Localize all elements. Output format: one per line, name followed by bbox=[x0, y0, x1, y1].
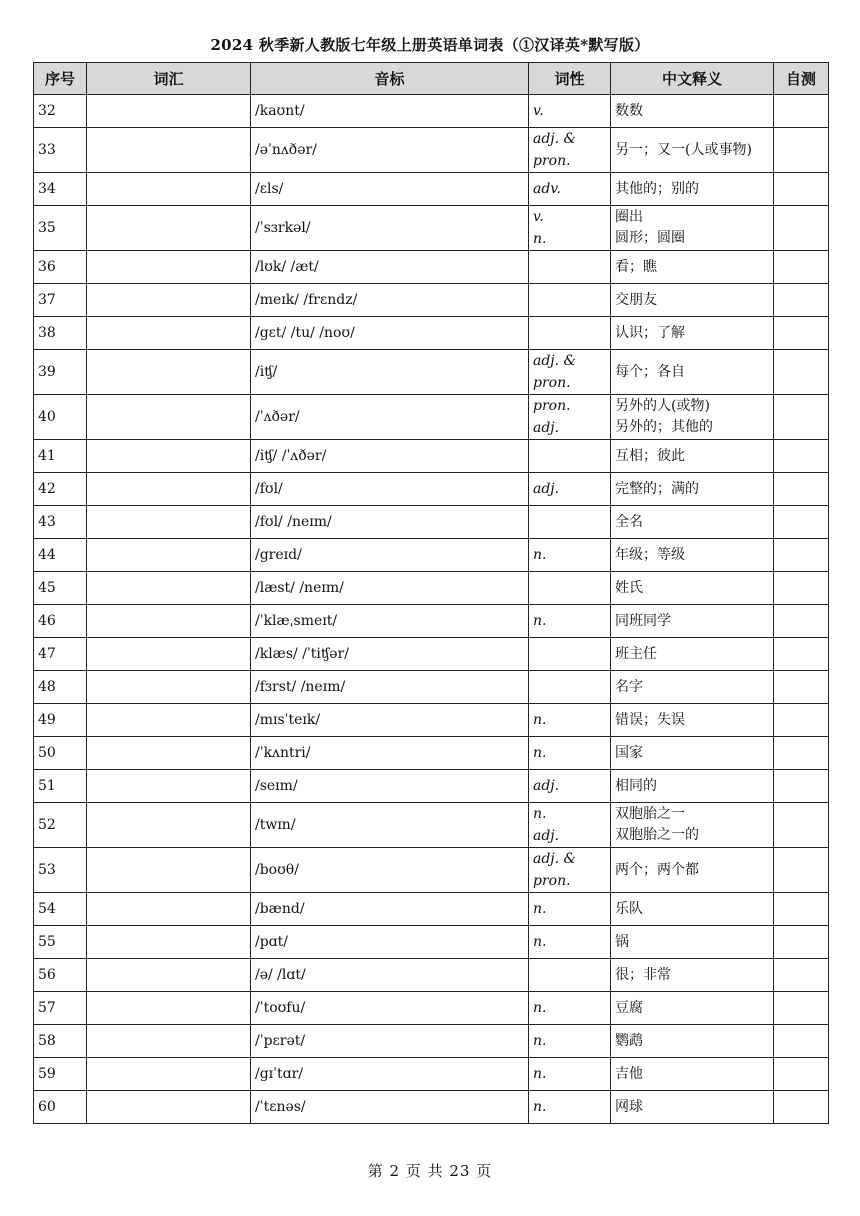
part-of-speech: n. bbox=[529, 737, 611, 770]
row-number: 60 bbox=[34, 1091, 87, 1124]
row-number: 46 bbox=[34, 605, 87, 638]
table-body bbox=[34, 95, 829, 1124]
meaning-cell: 名字 bbox=[611, 671, 774, 704]
part-of-speech: adj. & pron. bbox=[529, 128, 611, 173]
row-number: 34 bbox=[34, 173, 87, 206]
phonetic-cell: /fɜrst/ /neɪm/ bbox=[251, 671, 529, 704]
self-test-cell[interactable] bbox=[774, 638, 829, 671]
table-row bbox=[34, 605, 829, 638]
row-number: 32 bbox=[34, 95, 87, 128]
row-number: 57 bbox=[34, 992, 87, 1025]
table-row bbox=[34, 1091, 829, 1124]
word-cell[interactable] bbox=[87, 95, 251, 128]
self-test-cell[interactable] bbox=[774, 1091, 829, 1124]
table-row bbox=[34, 638, 829, 671]
table-row bbox=[34, 473, 829, 506]
row-number: 39 bbox=[34, 350, 87, 395]
self-test-cell[interactable] bbox=[774, 1025, 829, 1058]
phonetic-cell: /ˈklæˌsmeɪt/ bbox=[251, 605, 529, 638]
meaning-cell: 另外的人(或物) 另外的；其他的 bbox=[611, 395, 774, 440]
row-number: 44 bbox=[34, 539, 87, 572]
header-phonetic: 音标 bbox=[251, 63, 529, 95]
self-test-cell[interactable] bbox=[774, 737, 829, 770]
meaning-cell: 豆腐 bbox=[611, 992, 774, 1025]
self-test-cell[interactable] bbox=[774, 128, 829, 173]
table-row bbox=[34, 803, 829, 848]
row-number: 51 bbox=[34, 770, 87, 803]
part-of-speech: n. adj. bbox=[529, 803, 611, 848]
row-number: 45 bbox=[34, 572, 87, 605]
word-cell[interactable] bbox=[87, 605, 251, 638]
meaning-cell: 数数 bbox=[611, 95, 774, 128]
word-cell[interactable] bbox=[87, 893, 251, 926]
part-of-speech: v. bbox=[529, 95, 611, 128]
part-of-speech: adj. & pron. bbox=[529, 350, 611, 395]
self-test-cell[interactable] bbox=[774, 173, 829, 206]
phonetic-cell: /mɪsˈteɪk/ bbox=[251, 704, 529, 737]
self-test-cell[interactable] bbox=[774, 206, 829, 251]
self-test-cell[interactable] bbox=[774, 506, 829, 539]
phonetic-cell: /bænd/ bbox=[251, 893, 529, 926]
self-test-cell[interactable] bbox=[774, 284, 829, 317]
part-of-speech bbox=[529, 638, 611, 671]
phonetic-cell: /iʧ/ bbox=[251, 350, 529, 395]
meaning-cell: 鹦鹉 bbox=[611, 1025, 774, 1058]
row-number: 33 bbox=[34, 128, 87, 173]
vocabulary-table bbox=[33, 62, 829, 1124]
table-row bbox=[34, 1058, 829, 1091]
row-number: 58 bbox=[34, 1025, 87, 1058]
table-header-row bbox=[34, 63, 829, 95]
phonetic-cell: /klæs/ /ˈtiʧər/ bbox=[251, 638, 529, 671]
phonetic-cell: /twɪn/ bbox=[251, 803, 529, 848]
part-of-speech: n. bbox=[529, 1025, 611, 1058]
phonetic-cell: /pɑt/ bbox=[251, 926, 529, 959]
self-test-cell[interactable] bbox=[774, 1058, 829, 1091]
part-of-speech bbox=[529, 506, 611, 539]
word-cell[interactable] bbox=[87, 671, 251, 704]
meaning-cell: 每个；各自 bbox=[611, 350, 774, 395]
phonetic-cell: /ˈsɜrkəl/ bbox=[251, 206, 529, 251]
word-cell[interactable] bbox=[87, 848, 251, 893]
table-row bbox=[34, 350, 829, 395]
row-number: 56 bbox=[34, 959, 87, 992]
table-row bbox=[34, 959, 829, 992]
meaning-cell: 圈出 圆形；圆圈 bbox=[611, 206, 774, 251]
part-of-speech: n. bbox=[529, 992, 611, 1025]
part-of-speech bbox=[529, 284, 611, 317]
phonetic-cell: /gɪˈtɑr/ bbox=[251, 1058, 529, 1091]
meaning-cell: 相同的 bbox=[611, 770, 774, 803]
part-of-speech: adj. bbox=[529, 473, 611, 506]
phonetic-cell: /ˈʌðər/ bbox=[251, 395, 529, 440]
row-number: 47 bbox=[34, 638, 87, 671]
word-cell[interactable] bbox=[87, 1091, 251, 1124]
meaning-cell: 同班同学 bbox=[611, 605, 774, 638]
word-cell[interactable] bbox=[87, 1025, 251, 1058]
phonetic-cell: /fʊl/ bbox=[251, 473, 529, 506]
table-row bbox=[34, 572, 829, 605]
part-of-speech: adv. bbox=[529, 173, 611, 206]
word-cell[interactable] bbox=[87, 992, 251, 1025]
word-cell[interactable] bbox=[87, 251, 251, 284]
phonetic-cell: /lʊk/ /æt/ bbox=[251, 251, 529, 284]
meaning-cell: 锅 bbox=[611, 926, 774, 959]
row-number: 48 bbox=[34, 671, 87, 704]
row-number: 38 bbox=[34, 317, 87, 350]
table-row bbox=[34, 173, 829, 206]
word-cell[interactable] bbox=[87, 737, 251, 770]
word-cell[interactable] bbox=[87, 317, 251, 350]
meaning-cell: 姓氏 bbox=[611, 572, 774, 605]
header-meaning: 中文释义 bbox=[611, 63, 774, 95]
word-cell[interactable] bbox=[87, 350, 251, 395]
self-test-cell[interactable] bbox=[774, 440, 829, 473]
table-row bbox=[34, 95, 829, 128]
table-row bbox=[34, 506, 829, 539]
row-number: 43 bbox=[34, 506, 87, 539]
part-of-speech: n. bbox=[529, 1091, 611, 1124]
phonetic-cell: /ˈtoʊfu/ bbox=[251, 992, 529, 1025]
table-row bbox=[34, 926, 829, 959]
meaning-cell: 双胞胎之一 双胞胎之一的 bbox=[611, 803, 774, 848]
phonetic-cell: /fʊl/ /neɪm/ bbox=[251, 506, 529, 539]
word-cell[interactable] bbox=[87, 473, 251, 506]
table-row bbox=[34, 128, 829, 173]
self-test-cell[interactable] bbox=[774, 926, 829, 959]
phonetic-cell: /əˈnʌðər/ bbox=[251, 128, 529, 173]
part-of-speech: n. bbox=[529, 539, 611, 572]
table-row bbox=[34, 539, 829, 572]
row-number: 49 bbox=[34, 704, 87, 737]
phonetic-cell: /greɪd/ bbox=[251, 539, 529, 572]
part-of-speech: adj. bbox=[529, 770, 611, 803]
table-row bbox=[34, 704, 829, 737]
phonetic-cell: /kaʊnt/ bbox=[251, 95, 529, 128]
meaning-cell: 很；非常 bbox=[611, 959, 774, 992]
phonetic-cell: /gɛt/ /tu/ /noʊ/ bbox=[251, 317, 529, 350]
word-cell[interactable] bbox=[87, 704, 251, 737]
part-of-speech: v. n. bbox=[529, 206, 611, 251]
word-cell[interactable] bbox=[87, 284, 251, 317]
meaning-cell: 认识；了解 bbox=[611, 317, 774, 350]
part-of-speech bbox=[529, 671, 611, 704]
self-test-cell[interactable] bbox=[774, 95, 829, 128]
row-number: 35 bbox=[34, 206, 87, 251]
header-word: 词汇 bbox=[87, 63, 251, 95]
word-cell[interactable] bbox=[87, 128, 251, 173]
row-number: 37 bbox=[34, 284, 87, 317]
row-number: 54 bbox=[34, 893, 87, 926]
word-cell[interactable] bbox=[87, 572, 251, 605]
table-row bbox=[34, 893, 829, 926]
self-test-cell[interactable] bbox=[774, 959, 829, 992]
phonetic-cell: /ˈtɛnəs/ bbox=[251, 1091, 529, 1124]
meaning-cell: 完整的；满的 bbox=[611, 473, 774, 506]
phonetic-cell: /boʊθ/ bbox=[251, 848, 529, 893]
self-test-cell[interactable] bbox=[774, 671, 829, 704]
part-of-speech bbox=[529, 572, 611, 605]
part-of-speech bbox=[529, 317, 611, 350]
self-test-cell[interactable] bbox=[774, 848, 829, 893]
header-self-test: 自测 bbox=[774, 63, 829, 95]
row-number: 36 bbox=[34, 251, 87, 284]
page-footer: 第 2 页 共 23 页 bbox=[367, 1162, 493, 1180]
table-row bbox=[34, 671, 829, 704]
word-cell[interactable] bbox=[87, 638, 251, 671]
table-row bbox=[34, 284, 829, 317]
meaning-cell: 乐队 bbox=[611, 893, 774, 926]
self-test-cell[interactable] bbox=[774, 251, 829, 284]
word-cell[interactable] bbox=[87, 770, 251, 803]
meaning-cell: 全名 bbox=[611, 506, 774, 539]
table-row bbox=[34, 395, 829, 440]
phonetic-cell: /ə/ /lɑt/ bbox=[251, 959, 529, 992]
phonetic-cell: /seɪm/ bbox=[251, 770, 529, 803]
phonetic-cell: /ɛls/ bbox=[251, 173, 529, 206]
word-cell[interactable] bbox=[87, 539, 251, 572]
row-number: 59 bbox=[34, 1058, 87, 1091]
word-cell[interactable] bbox=[87, 440, 251, 473]
page-title: 2024 秋季新人教版七年级上册英语单词表（①汉译英*默写版） bbox=[210, 36, 650, 54]
self-test-cell[interactable] bbox=[774, 473, 829, 506]
row-number: 42 bbox=[34, 473, 87, 506]
part-of-speech: n. bbox=[529, 704, 611, 737]
row-number: 50 bbox=[34, 737, 87, 770]
part-of-speech bbox=[529, 959, 611, 992]
meaning-cell: 其他的；别的 bbox=[611, 173, 774, 206]
meaning-cell: 另一；又一(人或事物) bbox=[611, 128, 774, 173]
table-row bbox=[34, 251, 829, 284]
meaning-cell: 看；瞧 bbox=[611, 251, 774, 284]
table-row bbox=[34, 1025, 829, 1058]
word-cell[interactable] bbox=[87, 959, 251, 992]
phonetic-cell: /ˈpɛrət/ bbox=[251, 1025, 529, 1058]
word-cell[interactable] bbox=[87, 206, 251, 251]
part-of-speech: n. bbox=[529, 926, 611, 959]
word-cell[interactable] bbox=[87, 1058, 251, 1091]
word-cell[interactable] bbox=[87, 173, 251, 206]
meaning-cell: 两个；两个都 bbox=[611, 848, 774, 893]
phonetic-cell: /læst/ /neɪm/ bbox=[251, 572, 529, 605]
table-row bbox=[34, 206, 829, 251]
table-row bbox=[34, 737, 829, 770]
self-test-cell[interactable] bbox=[774, 893, 829, 926]
self-test-cell[interactable] bbox=[774, 395, 829, 440]
phonetic-cell: /ˈkʌntri/ bbox=[251, 737, 529, 770]
meaning-cell: 交朋友 bbox=[611, 284, 774, 317]
meaning-cell: 国家 bbox=[611, 737, 774, 770]
meaning-cell: 互相；彼此 bbox=[611, 440, 774, 473]
phonetic-cell: /meɪk/ /frɛndz/ bbox=[251, 284, 529, 317]
meaning-cell: 网球 bbox=[611, 1091, 774, 1124]
meaning-cell: 吉他 bbox=[611, 1058, 774, 1091]
self-test-cell[interactable] bbox=[774, 605, 829, 638]
row-number: 41 bbox=[34, 440, 87, 473]
part-of-speech: n. bbox=[529, 605, 611, 638]
part-of-speech: n. bbox=[529, 893, 611, 926]
row-number: 53 bbox=[34, 848, 87, 893]
table-row bbox=[34, 770, 829, 803]
self-test-cell[interactable] bbox=[774, 704, 829, 737]
word-cell[interactable] bbox=[87, 506, 251, 539]
word-cell[interactable] bbox=[87, 395, 251, 440]
header-number: 序号 bbox=[34, 63, 87, 95]
row-number: 40 bbox=[34, 395, 87, 440]
self-test-cell[interactable] bbox=[774, 803, 829, 848]
self-test-cell[interactable] bbox=[774, 539, 829, 572]
table-row bbox=[34, 440, 829, 473]
part-of-speech: pron. adj. bbox=[529, 395, 611, 440]
part-of-speech bbox=[529, 440, 611, 473]
self-test-cell[interactable] bbox=[774, 350, 829, 395]
row-number: 55 bbox=[34, 926, 87, 959]
part-of-speech: n. bbox=[529, 1058, 611, 1091]
meaning-cell: 错误；失误 bbox=[611, 704, 774, 737]
meaning-cell: 年级；等级 bbox=[611, 539, 774, 572]
word-cell[interactable] bbox=[87, 926, 251, 959]
row-number: 52 bbox=[34, 803, 87, 848]
self-test-cell[interactable] bbox=[774, 992, 829, 1025]
table-row bbox=[34, 992, 829, 1025]
part-of-speech: adj. & pron. bbox=[529, 848, 611, 893]
self-test-cell[interactable] bbox=[774, 572, 829, 605]
table-row bbox=[34, 317, 829, 350]
table-row bbox=[34, 848, 829, 893]
word-cell[interactable] bbox=[87, 803, 251, 848]
meaning-cell: 班主任 bbox=[611, 638, 774, 671]
self-test-cell[interactable] bbox=[774, 770, 829, 803]
self-test-cell[interactable] bbox=[774, 317, 829, 350]
part-of-speech bbox=[529, 251, 611, 284]
header-part-of-speech: 词性 bbox=[529, 63, 611, 95]
phonetic-cell: /iʧ/ /ˈʌðər/ bbox=[251, 440, 529, 473]
